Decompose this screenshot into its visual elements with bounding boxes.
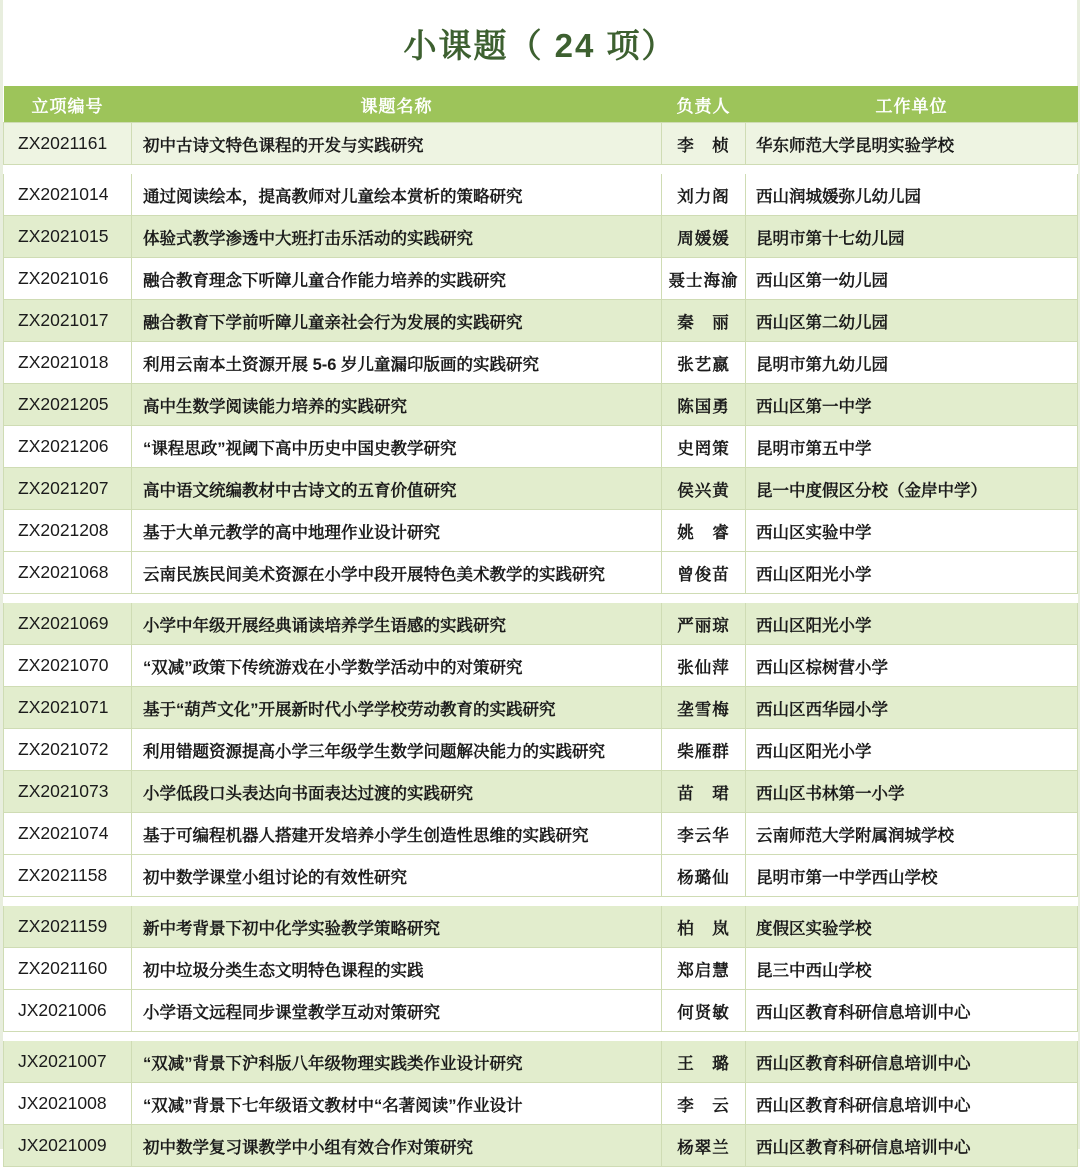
column-header-code: 立项编号 — [4, 86, 132, 123]
cell-work-unit: 西山区阳光小学 — [746, 729, 1078, 771]
cell-owner: 杨翠兰 — [662, 1125, 746, 1167]
cell-project-name: 基于可编程机器人搭建开发培养小学生创造性思维的实践研究 — [132, 813, 662, 855]
cell-owner: 刘力阁 — [662, 174, 746, 216]
row-group-separator-cell — [4, 1032, 1078, 1041]
cell-work-unit: 昆明市第十七幼儿园 — [746, 216, 1078, 258]
cell-project-name: 新中考背景下初中化学实验教学策略研究 — [132, 906, 662, 948]
cell-work-unit: 云南师范大学附属润城学校 — [746, 813, 1078, 855]
cell-work-unit: 西山区教育科研信息培训中心 — [746, 1083, 1078, 1125]
cell-project-name: 云南民族民间美术资源在小学中段开展特色美术教学的实践研究 — [132, 552, 662, 594]
cell-owner: 侯兴黄 — [662, 468, 746, 510]
cell-work-unit: 西山区教育科研信息培训中心 — [746, 1125, 1078, 1167]
table-row — [4, 552, 1078, 594]
cell-project-code: ZX2021207 — [4, 468, 132, 510]
cell-project-name: 基于“葫芦文化”开展新时代小学学校劳动教育的实践研究 — [132, 687, 662, 729]
cell-project-code: ZX2021070 — [4, 645, 132, 687]
table-row — [4, 1125, 1078, 1167]
table-row — [4, 300, 1078, 342]
cell-work-unit: 华东师范大学昆明实验学校 — [746, 123, 1078, 165]
cell-owner: 柏 岚 — [662, 906, 746, 948]
cell-owner: 垄雪梅 — [662, 687, 746, 729]
cell-owner: 何贤敏 — [662, 990, 746, 1032]
cell-owner: 曾俊苗 — [662, 552, 746, 594]
cell-owner: 李 桢 — [662, 123, 746, 165]
table-row — [4, 687, 1078, 729]
cell-work-unit: 昆明市第九幼儿园 — [746, 342, 1078, 384]
cell-project-name: 小学语文远程同步课堂教学互动对策研究 — [132, 990, 662, 1032]
cell-project-name: 高中语文统编教材中古诗文的五育价值研究 — [132, 468, 662, 510]
cell-project-code: ZX2021018 — [4, 342, 132, 384]
cell-project-name: 初中垃圾分类生态文明特色课程的实践 — [132, 948, 662, 990]
table-row — [4, 1041, 1078, 1083]
cell-work-unit: 西山区第一幼儿园 — [746, 258, 1078, 300]
column-header-owner: 负责人 — [662, 86, 746, 123]
cell-work-unit: 度假区实验学校 — [746, 906, 1078, 948]
cell-owner: 张仙萍 — [662, 645, 746, 687]
column-header-name: 课题名称 — [132, 86, 662, 123]
cell-project-name: 融合教育理念下听障儿童合作能力培养的实践研究 — [132, 258, 662, 300]
cell-owner: 王 璐 — [662, 1041, 746, 1083]
cell-project-code: ZX2021158 — [4, 855, 132, 897]
cell-project-code: ZX2021073 — [4, 771, 132, 813]
table-row — [4, 216, 1078, 258]
cell-work-unit: 昆三中西山学校 — [746, 948, 1078, 990]
cell-project-code: ZX2021208 — [4, 510, 132, 552]
column-header-unit: 工作单位 — [746, 86, 1078, 123]
row-group-separator-cell — [4, 594, 1078, 603]
cell-owner: 张艺嬴 — [662, 342, 746, 384]
table-row — [4, 906, 1078, 948]
cell-project-code: ZX2021017 — [4, 300, 132, 342]
cell-project-name: 小学低段口头表达向书面表达过渡的实践研究 — [132, 771, 662, 813]
table-row — [4, 813, 1078, 855]
table-row — [4, 384, 1078, 426]
cell-owner: 陈国勇 — [662, 384, 746, 426]
cell-work-unit: 西山区实验中学 — [746, 510, 1078, 552]
cell-project-code: ZX2021014 — [4, 174, 132, 216]
table-header — [4, 86, 1078, 123]
cell-owner: 秦 丽 — [662, 300, 746, 342]
cell-work-unit: 西山区第二幼儿园 — [746, 300, 1078, 342]
cell-project-name: 初中古诗文特色课程的开发与实践研究 — [132, 123, 662, 165]
cell-project-code: JX2021009 — [4, 1125, 132, 1167]
row-group-separator-cell — [4, 897, 1078, 906]
table-row — [4, 468, 1078, 510]
table-row — [4, 426, 1078, 468]
cell-owner: 柴雁群 — [662, 729, 746, 771]
cell-project-code: JX2021008 — [4, 1083, 132, 1125]
cell-project-name: 利用错题资源提高小学三年级学生数学问题解决能力的实践研究 — [132, 729, 662, 771]
cell-owner: 史罔策 — [662, 426, 746, 468]
cell-project-name: 融合教育下学前听障儿童亲社会行为发展的实践研究 — [132, 300, 662, 342]
cell-project-code: ZX2021206 — [4, 426, 132, 468]
row-group-separator — [4, 594, 1078, 603]
cell-owner: 李 云 — [662, 1083, 746, 1125]
cell-owner: 姚 睿 — [662, 510, 746, 552]
table-row — [4, 948, 1078, 990]
cell-project-code: ZX2021015 — [4, 216, 132, 258]
cell-project-code: JX2021007 — [4, 1041, 132, 1083]
cell-owner: 严丽琼 — [662, 603, 746, 645]
cell-project-code: ZX2021074 — [4, 813, 132, 855]
cell-work-unit: 西山润城媛弥儿幼儿园 — [746, 174, 1078, 216]
cell-project-name: “双减”背景下沪科版八年级物理实践类作业设计研究 — [132, 1041, 662, 1083]
cell-project-code: ZX2021069 — [4, 603, 132, 645]
cell-project-code: ZX2021205 — [4, 384, 132, 426]
cell-project-name: 高中生数学阅读能力培养的实践研究 — [132, 384, 662, 426]
cell-project-code: ZX2021072 — [4, 729, 132, 771]
cell-work-unit: 西山区教育科研信息培训中心 — [746, 1041, 1078, 1083]
table-row — [4, 645, 1078, 687]
cell-work-unit: 昆一中度假区分校（金岸中学） — [746, 468, 1078, 510]
table-row — [4, 603, 1078, 645]
cell-project-code: ZX2021160 — [4, 948, 132, 990]
cell-work-unit: 西山区棕树营小学 — [746, 645, 1078, 687]
cell-project-code: ZX2021068 — [4, 552, 132, 594]
row-group-separator-cell — [4, 165, 1078, 174]
cell-work-unit: 西山区阳光小学 — [746, 552, 1078, 594]
table-row — [4, 510, 1078, 552]
table-row — [4, 855, 1078, 897]
cell-work-unit: 西山区书林第一小学 — [746, 771, 1078, 813]
cell-project-name: 初中数学复习课教学中小组有效合作对策研究 — [132, 1125, 662, 1167]
cell-owner: 聂士海渝 — [662, 258, 746, 300]
row-group-separator — [4, 165, 1078, 174]
table-row — [4, 771, 1078, 813]
table-row — [4, 123, 1078, 165]
table-header-row — [4, 86, 1078, 123]
table-row — [4, 258, 1078, 300]
cell-project-name: “课程思政”视阈下高中历史中国史教学研究 — [132, 426, 662, 468]
cell-project-name: 利用云南本土资源开展 5-6 岁儿童漏印版画的实践研究 — [132, 342, 662, 384]
cell-project-name: 体验式教学渗透中大班打击乐活动的实践研究 — [132, 216, 662, 258]
page-title: 小课题（ 24 项） — [403, 26, 677, 64]
cell-project-name: “双减”政策下传统游戏在小学数学活动中的对策研究 — [132, 645, 662, 687]
cell-owner: 苗 珺 — [662, 771, 746, 813]
row-group-separator — [4, 897, 1078, 906]
table-row — [4, 729, 1078, 771]
cell-project-code: ZX2021159 — [4, 906, 132, 948]
table-row — [4, 1083, 1078, 1125]
projects-table — [3, 86, 1078, 1167]
cell-project-name: 基于大单元教学的高中地理作业设计研究 — [132, 510, 662, 552]
cell-project-name: 小学中年级开展经典诵读培养学生语感的实践研究 — [132, 603, 662, 645]
cell-work-unit: 昆明市第一中学西山学校 — [746, 855, 1078, 897]
cell-project-code: ZX2021071 — [4, 687, 132, 729]
cell-work-unit: 昆明市第五中学 — [746, 426, 1078, 468]
cell-owner: 郑启慧 — [662, 948, 746, 990]
cell-work-unit: 西山区阳光小学 — [746, 603, 1078, 645]
cell-project-code: ZX2021016 — [4, 258, 132, 300]
cell-work-unit: 西山区教育科研信息培训中心 — [746, 990, 1078, 1032]
page-title-band — [3, 0, 1077, 86]
cell-project-name: “双减”背景下七年级语文教材中“名著阅读”作业设计 — [132, 1083, 662, 1125]
cell-project-name: 初中数学课堂小组讨论的有效性研究 — [132, 855, 662, 897]
row-group-separator — [4, 1032, 1078, 1041]
table-row — [4, 174, 1078, 216]
cell-work-unit: 西山区西华园小学 — [746, 687, 1078, 729]
cell-project-code: ZX2021161 — [4, 123, 132, 165]
cell-owner: 周媛媛 — [662, 216, 746, 258]
table-row — [4, 990, 1078, 1032]
cell-work-unit: 西山区第一中学 — [746, 384, 1078, 426]
cell-owner: 李云华 — [662, 813, 746, 855]
cell-project-code: JX2021006 — [4, 990, 132, 1032]
table-body — [4, 123, 1078, 1167]
table-row — [4, 342, 1078, 384]
cell-project-name: 通过阅读绘本，提高教师对儿童绘本赏析的策略研究 — [132, 174, 662, 216]
cell-owner: 杨璐仙 — [662, 855, 746, 897]
